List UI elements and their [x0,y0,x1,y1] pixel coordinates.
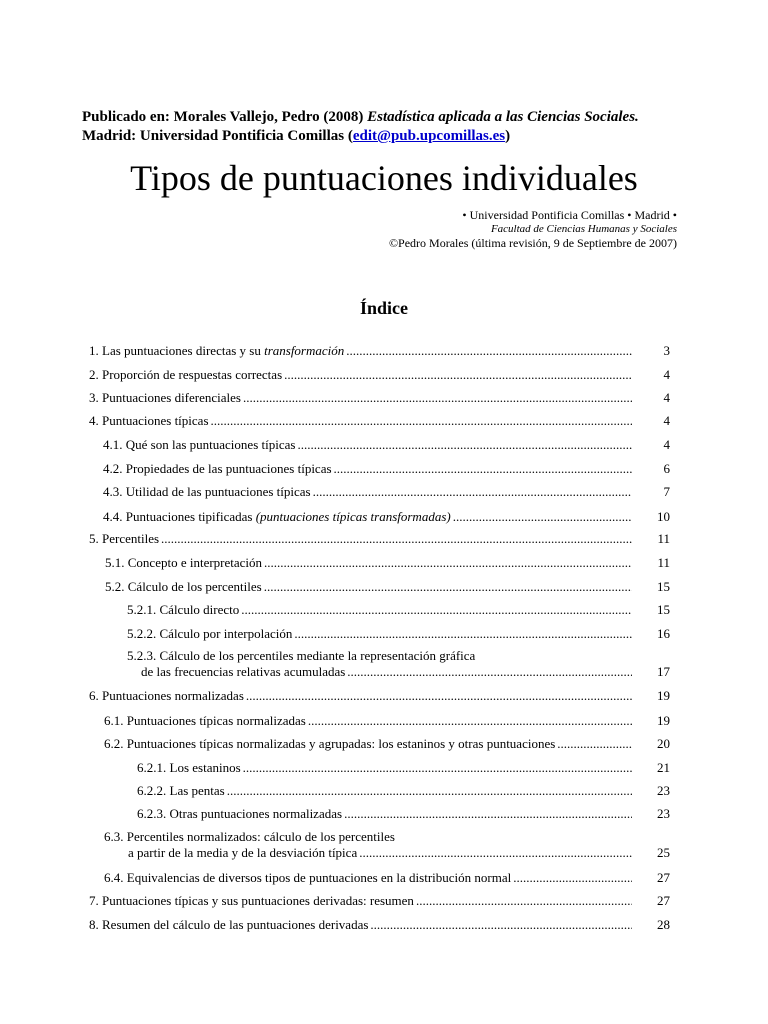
toc-entry[interactable] [103,461,634,477]
toc-leader-dots [453,509,632,525]
toc-page-number: 4 [663,390,670,405]
toc-entry-italic: (puntuaciones típicas transformadas) [255,509,451,524]
toc-entry-text-continued: a partir de la media y de la desviación típica [128,845,358,860]
toc-leader-dots [264,555,632,571]
toc-entry-text: 5.2. Cálculo de los percentiles [105,579,262,594]
toc-entry[interactable] [89,688,634,704]
toc-entry[interactable] [89,413,634,429]
toc-page-number: 27 [657,893,670,908]
toc-entry[interactable] [104,713,634,729]
publication-info [82,108,702,146]
toc-leader-dots [313,484,632,500]
toc-leader-dots [334,461,632,477]
toc-entry[interactable] [89,390,634,406]
toc-entry-text: 4.3. Utilidad de las puntuaciones típicas [103,484,311,499]
toc-page-number: 19 [657,688,670,703]
toc-entry-text: 8. Resumen del cálculo de las puntuaciones derivadas [89,917,369,932]
toc-page-number: 28 [657,917,670,932]
toc-entry-text: 7. Puntuaciones típicas y sus puntuaciones derivadas: resumen [89,893,414,908]
toc-entry-text: 5.2.1. Cálculo directo [127,602,240,617]
toc-leader-dots [513,870,632,886]
toc-entry[interactable] [105,555,634,571]
toc-entry[interactable] [104,870,634,886]
toc-entry-text: 4.2. Propiedades de las puntuaciones típicas [103,461,332,476]
affiliation [389,208,677,250]
toc-page-number: 3 [663,343,670,358]
toc-entry[interactable] [127,602,634,618]
toc-leader-dots [211,413,632,429]
toc-entry-text: 5.2.3. Cálculo de los percentiles mediante la representación gráfica [127,648,476,663]
toc-leader-dots [344,806,632,822]
toc-entry-italic: transformación [264,343,345,358]
toc-entry-text: 6. Puntuaciones normalizadas [89,688,244,703]
toc-page-number: 4 [663,413,670,428]
toc-entry-text-continued: de las frecuencias relativas acumuladas [141,664,346,679]
toc-entry[interactable] [137,806,634,822]
toc-leader-dots [308,713,632,729]
toc-entry[interactable] [127,626,634,642]
toc-page-number: 23 [657,783,670,798]
toc-page-number: 6 [663,461,670,476]
toc-leader-dots [370,917,632,933]
toc-page-number: 16 [657,626,670,641]
toc-entry[interactable] [137,760,634,776]
book-title: Estadística aplicada a las Ciencias Sociales. [367,109,639,125]
toc-entry[interactable] [103,509,634,525]
toc-leader-dots [284,367,632,383]
toc-entry[interactable] [127,648,634,680]
toc-page-number: 4 [663,437,670,452]
toc-page-number: 10 [657,509,670,524]
toc-leader-dots [161,531,632,547]
toc-entry[interactable] [105,579,634,595]
toc-page-number: 19 [657,713,670,728]
toc-entry[interactable] [104,829,634,861]
toc-leader-dots [227,783,632,799]
toc-page-number: 11 [657,555,670,570]
toc-entry[interactable] [104,736,634,752]
toc-entry-text: 5.2.2. Cálculo por interpolación [127,626,293,641]
toc-entry-text: 4.4. Puntuaciones tipificadas (puntuaciones típicas transformadas) [103,509,451,524]
toc-leader-dots [264,579,632,595]
toc-entry-text: 1. Las puntuaciones directas y su transformación [89,343,345,358]
toc-entry[interactable] [89,367,634,383]
toc-entry-text: 4.1. Qué son las puntuaciones típicas [103,437,296,452]
index-heading: Índice [359,298,408,318]
toc-page-number: 15 [657,602,670,617]
toc-entry-text: 5.1. Concepto e interpretación [105,555,263,570]
toc-entry[interactable] [103,437,634,453]
toc-entry-text: 6.2. Puntuaciones típicas normalizadas y agrupadas: los estaninos y otras puntuaciones [104,736,556,751]
toc-page-number: 25 [657,845,670,860]
toc-leader-dots [243,760,632,776]
toc-entry-text: 5. Percentiles [89,531,160,546]
publication-line-2: Madrid: Universidad Pontificia Comillas (edit@pub.upcomillas.es) [82,128,511,144]
toc-entry[interactable] [89,343,634,359]
toc-leader-dots [346,343,632,359]
university-line: • Universidad Pontificia Comillas • Madrid • [462,208,677,222]
toc-entry[interactable] [89,531,634,547]
toc-leader-dots [243,390,632,406]
toc-entry-text: 6.2.3. Otras puntuaciones normalizadas [137,806,343,821]
toc-entry-text: 6.2.1. Los estaninos [137,760,241,775]
toc-leader-dots [557,736,632,752]
toc-entry-text: 2. Proporción de respuestas correctas [89,367,283,382]
toc-entry-text: 6.1. Puntuaciones típicas normalizadas [104,713,306,728]
publication-line-1: Publicado en: Morales Vallejo, Pedro (2008) Estadística aplicada a las Ciencias Sociales. [82,109,639,125]
toc-page-number: 27 [657,870,670,885]
toc-entry-text: 4. Puntuaciones típicas [89,413,209,428]
toc-entry-text: 6.4. Equivalencias de diversos tipos de puntuaciones en la distribución normal [104,870,512,885]
toc-entry[interactable] [103,484,634,500]
toc-entry-text: 6.2.2. Las pentas [137,783,225,798]
copyright-line: ©Pedro Morales (última revisión, 9 de Septiembre de 2007) [388,236,677,250]
toc-page-number: 21 [657,760,670,775]
toc-page-number: 17 [657,664,670,679]
document-title: Tipos de puntuaciones individuales [130,158,638,198]
toc-leader-dots [294,626,632,642]
toc-leader-dots [297,437,632,453]
toc-page-number: 7 [663,484,670,499]
toc-page-number: 20 [657,736,670,751]
toc-leader-dots [347,664,632,680]
toc-entry[interactable] [137,783,634,799]
toc-entry[interactable] [89,917,634,933]
toc-entry[interactable] [89,893,634,909]
toc-leader-dots [416,893,632,909]
toc-entry-text: 3. Puntuaciones diferenciales [89,390,241,405]
toc-page-number: 23 [657,806,670,821]
toc-leader-dots [359,845,632,861]
toc-page-number: 4 [663,367,670,382]
toc-entry-text: 6.3. Percentiles normalizados: cálculo de los percentiles [104,829,395,844]
faculty-line: Facultad de Ciencias Humanas y Sociales [490,223,677,235]
email-link[interactable]: edit@pub.upcomillas.es [352,128,506,144]
toc-leader-dots [241,602,632,618]
toc-page-number: 15 [657,579,670,594]
toc-page-number: 11 [657,531,670,546]
toc-leader-dots [246,688,632,704]
